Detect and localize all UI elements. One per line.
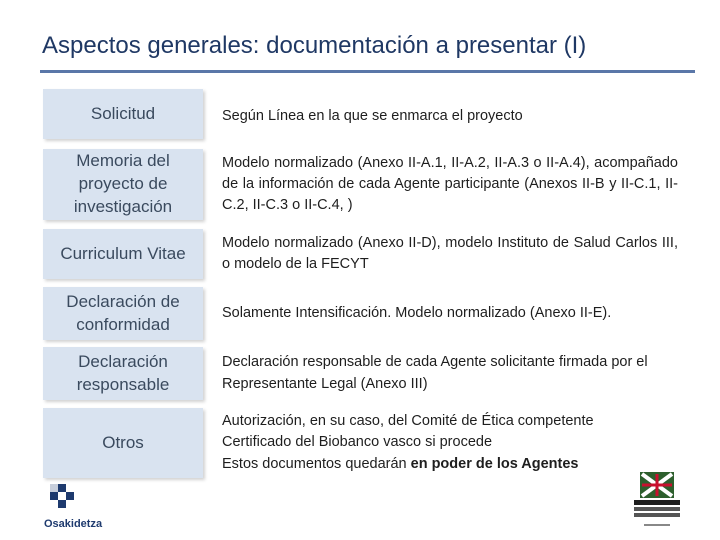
desc-declaracion-conformidad: Solamente Intensificación. Modelo normalizado (Anexo II-E). xyxy=(222,304,612,321)
osakidetza-logo-text: Osakidetza xyxy=(44,518,103,530)
label-declaracion-conformidad: Declaración de conformidad xyxy=(43,287,203,340)
page-title: Aspectos generales: documentación a presentar (I) xyxy=(42,32,587,59)
desc-declaracion-responsable: Declaración responsable de cada Agente solicitante firmada por el Representante Legal (Anexo III) xyxy=(222,354,648,392)
label-otros: Otros xyxy=(43,408,203,478)
desc-curriculum: Modelo normalizado (Anexo II-D), modelo Instituto de Salud Carlos III, o modelo de la FECYT xyxy=(222,234,678,272)
otros-line-3 xyxy=(222,454,678,475)
desc-solicitud: Según Línea en la que se enmarca el proyecto xyxy=(222,108,523,125)
label-solicitud: Solicitud xyxy=(43,89,203,139)
gobierno-vasco-logo-icon xyxy=(628,470,686,532)
label-curriculum: Curriculum Vitae xyxy=(43,229,203,279)
desc-otros xyxy=(222,408,678,478)
label-memoria: Memoria del proyecto de investigación xyxy=(43,149,203,220)
title-divider xyxy=(40,70,695,73)
otros-line-3-prefix: Estos documentos quedarán xyxy=(222,455,411,472)
label-declaracion-responsable: Declaración responsable xyxy=(43,347,203,400)
desc-memoria: Modelo normalizado (Anexo II-A.1, II-A.2, II-A.3 o II-A.4), acompañado de la información de cada Agente participante (Anexos II-B y II-C.1, II-C.2, II-C.3 o II-C.4, ) xyxy=(222,154,678,213)
otros-line-2: Certificado del Biobanco vasco si procede xyxy=(222,434,493,451)
otros-line-3-bold: en poder de los Agentes xyxy=(410,455,579,472)
otros-line-1: Autorización, en su caso, del Comité de Ética competente xyxy=(222,413,594,430)
